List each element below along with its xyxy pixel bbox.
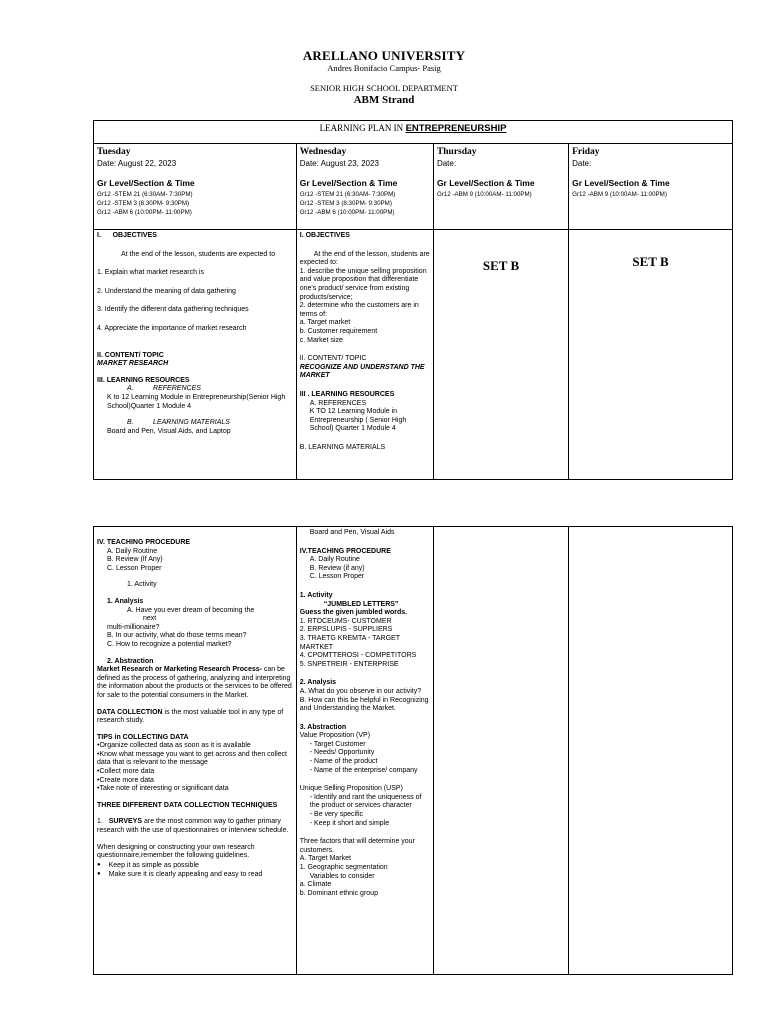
analysis-question: next <box>143 615 157 623</box>
factor-item: a. Climate <box>299 881 332 889</box>
guidelines-intro: When designing or constructing your own research questionnaire,remember the following guidelines. <box>97 843 255 860</box>
objectives-intro: At the end of the lesson, students are expected to <box>121 250 276 258</box>
tuesday-objectives-cell <box>94 230 297 480</box>
tip-item: • Know what message you want to get across and then collect data that is relevant to the message <box>97 751 293 768</box>
tuesday-procedure-cell <box>94 527 297 975</box>
market-research-definition: Market Research or Marketing Research Process- can be defined as the process of gathering, analyzing and interpreting the information about the products or the services to be offered for sale to the potential consumers in the Market. <box>97 666 292 699</box>
day-name: Thursday <box>436 147 477 157</box>
objective-item: 2. determine who the customers are in terms of: <box>299 302 419 318</box>
analysis-question: C. How to recognize a potential market? <box>107 640 232 648</box>
content-heading: II. CONTENT/ TOPIC <box>97 351 164 359</box>
grade-heading: Gr Level/Section & Time <box>97 178 195 188</box>
tip-item: • Organize collected data as soon as it is available <box>97 742 293 751</box>
plan-title-subject: ENTREPRENEURSHIP <box>405 123 507 134</box>
day-header-wednesday <box>296 144 433 230</box>
materials-label: B. LEARNING MATERIALS <box>127 419 230 427</box>
jumbled-word: 2. ERPSLUPIS - SUPPLIERS <box>299 626 393 634</box>
data-collection-definition: DATA COLLECTION is the most valuable tool in any type of research study. <box>97 708 284 725</box>
set-label: SET B <box>482 258 520 273</box>
jumbled-word: 3. TRAETG KREMTA - TARGET MARTKET <box>299 634 400 651</box>
objective-item: 1. Explain what market research is <box>97 269 204 277</box>
references-text: K to 12 Learning Module in Entrepreneurship(Senior High School)Quarter 1 Module 4 <box>107 393 286 410</box>
techniques-heading: THREE DIFFERENT DATA COLLECTION TECHNIQUES <box>97 801 278 809</box>
objective-item: 2. Understand the meaning of data gathering <box>97 287 236 295</box>
vp-item: - Target Customer <box>309 740 366 748</box>
objective-item: 4. Appreciate the importance of market research <box>97 324 247 332</box>
objectives-heading: I. OBJECTIVES <box>97 232 157 239</box>
grade-heading: Gr Level/Section & Time <box>299 178 398 188</box>
plan-title <box>94 121 733 144</box>
learning-plan-table-page2 <box>93 526 733 975</box>
activity-instruction: Guess the given jumbled words. <box>299 609 408 617</box>
abstraction-heading: 2. Abstraction <box>107 657 154 665</box>
section-line: Gr12 -ABM 9 (10:00AM- 11:00PM) <box>436 191 532 198</box>
analysis-question: B. In our activity, what do those terms mean? <box>107 632 247 640</box>
activity-name: “JUMBLED LETTERS” <box>323 600 399 608</box>
day-date: Date: August 23, 2023 <box>299 159 379 168</box>
procedure-item: B. Review (if any) <box>309 564 365 572</box>
analysis-question: A. Have you ever dream of becoming the <box>127 606 255 614</box>
surveys-text: 1. SURVEYS are the most common way to gather primary research with the use of questionnaires or interview schedule. <box>97 818 289 835</box>
learning-plan-table-page1 <box>93 120 733 480</box>
references-label: A. REFERENCES <box>127 385 201 393</box>
activity-heading: 1. Activity <box>299 591 333 599</box>
resources-heading: III. LEARNING RESOURCES <box>97 376 190 384</box>
factor-item: 1. Geographic segmentation <box>299 864 388 871</box>
vp-item: - Name of the enterprise/ company <box>309 766 418 774</box>
thursday-objectives-cell <box>433 230 568 480</box>
tip-item: • Take note of interesting or significant data <box>97 785 293 794</box>
analysis-question: multi-millionaire? <box>107 623 160 631</box>
usp-item: - Be very specific <box>309 811 364 819</box>
guideline-item: ● Keep it as simple as possible <box>97 861 293 871</box>
department-name: SENIOR HIGH SCHOOL DEPARTMENT <box>310 83 458 93</box>
tip-item: • Collect more data <box>97 768 293 777</box>
day-name: Tuesday <box>97 147 131 157</box>
factor-item: Variables to consider <box>309 872 375 880</box>
jumbled-word: 1. RTOCEUMS- CUSTOMER <box>299 617 392 625</box>
analysis-heading: 2. Analysis <box>299 679 337 687</box>
day-name: Friday <box>572 147 600 157</box>
objective-item: 1. describe the unique selling proposition and value proposition that differentiate one's product/ service from existing products/service; <box>299 267 427 301</box>
section-line: Gr12 -STEM 21 (6:30AM- 7:30PM) <box>97 191 193 198</box>
tips-heading: TIPS in COLLECTING DATA <box>97 733 189 741</box>
resources-heading: III . LEARNING RESOURCES <box>299 390 395 398</box>
content-heading: II. CONTENT/ TOPIC <box>299 355 367 363</box>
set-label: SET B <box>632 254 669 269</box>
objectives-intro: At the end of the lesson, students are expected to: <box>299 250 430 267</box>
analysis-question: B. How can this be helpful in Recognizing and Understanding the Market. <box>299 696 429 713</box>
objectives-heading: I. OBJECTIVES <box>299 232 350 239</box>
wednesday-objectives-cell <box>296 230 433 480</box>
vp-item: - Name of the product <box>309 758 378 766</box>
day-header-thursday <box>433 144 568 230</box>
jumbled-word: 5. SNPETREIR - ENTERPRISE <box>299 660 399 668</box>
value-proposition-heading: Value Proposition (VP) <box>299 732 371 740</box>
abstraction-heading: 3. Abstraction <box>299 723 347 731</box>
section-line: Gr12 -STEM 21 (6:30AM- 7:30PM) <box>299 191 396 198</box>
materials-text: Board and Pen, Visual Aids <box>309 529 395 536</box>
procedure-item: C. Lesson Proper <box>309 573 365 581</box>
vp-item: - Needs/ Opportunity <box>309 749 375 757</box>
day-header-tuesday <box>94 144 297 230</box>
plan-title-prefix: LEARNING PLAN IN <box>319 123 404 133</box>
section-line: Gr12 -ABM 9 (10:00AM- 11:00PM) <box>572 191 667 198</box>
grade-heading: Gr Level/Section & Time <box>572 178 670 188</box>
usp-text: - Identify and rant the uniqueness of the product or services character <box>309 793 422 810</box>
section-line: Gr12 -ABM 6 (10:00PM- 11:00PM) <box>299 209 395 216</box>
usp-item: - Keep it short and simple <box>309 819 390 827</box>
content-topic: MARKET RESEARCH <box>97 360 169 368</box>
friday-procedure-cell <box>569 527 733 975</box>
procedure-heading: IV.TEACHING PROCEDURE <box>299 547 391 555</box>
factor-item: A. Target Market <box>299 855 351 863</box>
procedure-item: A. Daily Routine <box>107 547 158 555</box>
objective-item: 3. Identify the different data gathering techniques <box>97 306 249 314</box>
campus-name: Andres Bonifacio Campus- Pasig <box>327 63 441 73</box>
analysis-heading: 1. Analysis <box>107 597 144 605</box>
wednesday-procedure-cell <box>296 527 433 975</box>
procedure-item: C. Lesson Proper <box>107 564 162 572</box>
friday-objectives-cell <box>569 230 733 480</box>
section-line: Gr12 -ABM 6 (10:00PM- 11:00PM) <box>97 209 192 216</box>
university-name: ARELLANO UNIVERSITY <box>302 48 466 63</box>
usp-heading: Unique Selling Proposition (USP) <box>299 785 403 793</box>
materials-label: B. LEARNING MATERIALS <box>299 443 386 451</box>
procedure-item: B. Review (If Any) <box>107 556 163 564</box>
day-date: Date: August 22, 2023 <box>97 159 177 168</box>
content-topic: RECOGNIZE AND UNDERSTAND THE MARKET <box>299 363 425 380</box>
jumbled-word: 4. CPOMTTEROSI - COMPETITORS <box>299 652 417 660</box>
procedure-item: A. Daily Routine <box>309 556 360 564</box>
activity-heading: 1. Activity <box>127 581 157 589</box>
materials-text: Board and Pen, Visual Aids, and Laptop <box>107 427 231 435</box>
references-text: K TO 12 Learning Module in Entrepreneurship ( Senior High School) Quarter 1 Module 4 <box>309 408 407 433</box>
thursday-procedure-cell <box>433 527 568 975</box>
customer-factors-heading: Three factors that will determine your customers. <box>299 838 415 854</box>
objective-subitem: b. Customer requirement <box>299 327 378 335</box>
day-date: Date: <box>436 159 457 168</box>
day-date: Date: <box>572 159 592 168</box>
grade-heading: Gr Level/Section & Time <box>436 178 535 188</box>
guideline-item: ● Make sure it is clearly appealing and easy to read <box>97 870 293 880</box>
objective-subitem: c. Market size <box>299 336 343 344</box>
factor-item: b. Dominant ethnic group <box>299 889 378 897</box>
day-name: Wednesday <box>299 147 347 157</box>
analysis-question: A. What do you observe in our activity? <box>299 687 422 695</box>
tip-item: • Create more data <box>97 777 293 786</box>
section-line: Gr12 -STEM 3 (8:30PM- 9:30PM) <box>299 200 392 207</box>
day-header-friday <box>569 144 733 230</box>
strand-name: ABM Strand <box>353 94 415 106</box>
objective-subitem: a. Target market <box>299 319 351 327</box>
section-line: Gr12 -STEM 3 (8:30PM- 9:30PM) <box>97 200 190 207</box>
references-label: A. REFERENCES <box>309 399 367 407</box>
procedure-heading: IV. TEACHING PROCEDURE <box>97 539 191 546</box>
